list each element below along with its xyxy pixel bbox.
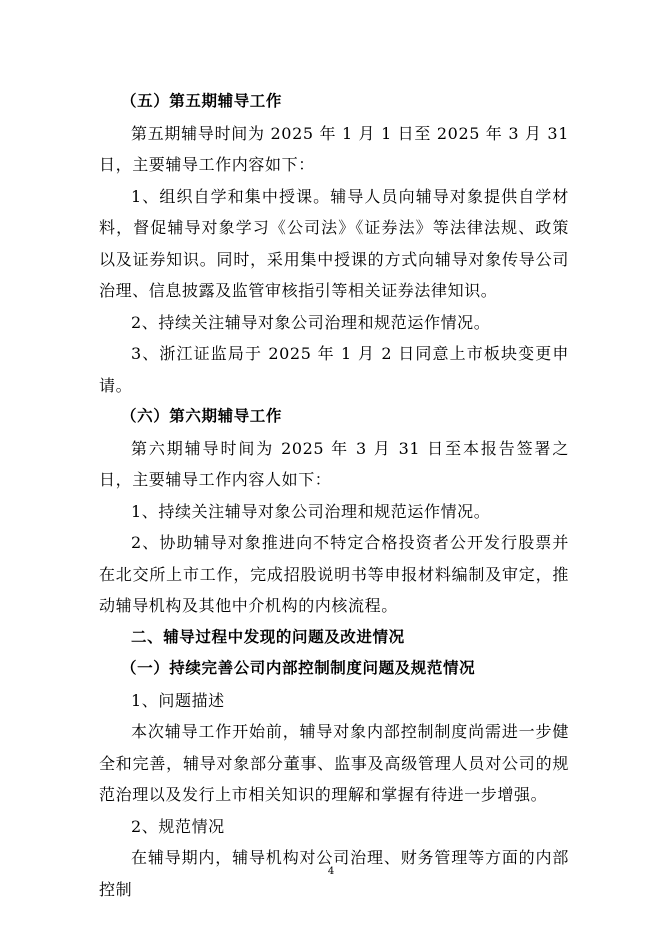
norm-label: 2、规范情况 [131, 816, 225, 836]
phase-5-intro: 第五期辅导时间为 2025 年 1 月 1 日至 2025 年 3 月 31 日，主要辅导工作内容如下： [99, 123, 569, 174]
page-body [99, 86, 569, 905]
phase-6-item-1: 1、持续关注辅导对象公司治理和规范运作情况。 [131, 501, 491, 521]
heading-phase-5: （五）第五期辅导工作 [121, 92, 283, 110]
section-heading-2: 二、辅导过程中发现的问题及改进情况 [131, 627, 405, 646]
phase-5-item-3: 3、浙江证监局于 2025 年 1 月 2 日同意上市板块变更申请。 [99, 344, 569, 395]
heading-phase-6: （六）第六期辅导工作 [121, 407, 283, 425]
problem-label: 1、问题描述 [131, 690, 225, 710]
phase-6-item-2: 2、协助辅导对象推进向不特定合格投资者公开发行股票并在北交所上市工作，完成招股说明书等申报材料编制及审定，推动辅导机构及其他中介机构的内核流程。 [99, 533, 569, 615]
norm-text: 在辅导期内，辅导机构对公司治理、财务管理等方面的内部控制 [99, 848, 569, 899]
phase-5-item-1: 1、组织自学和集中授课。辅导人员向辅导对象提供自学材料，督促辅导对象学习《公司法》《证券法》等法律法规、政策以及证券知识。同时，采用集中授课的方式向辅导对象传导公司治理、信息披露及监管审核指引等相关证券法律知识。 [99, 186, 569, 300]
subsection-heading-1: （一）持续完善公司内部控制制度问题及规范情况 [121, 659, 476, 677]
problem-text: 本次辅导工作开始前，辅导对象内部控制制度尚需进一步健全和完善，辅导对象部分董事、监事及高级管理人员对公司的规范治理以及发行上市相关知识的理解和掌握有待进一步增强。 [99, 722, 569, 804]
phase-6-intro: 第六期辅导时间为 2025 年 3 月 31 日至本报告签署之日，主要辅导工作内容人如下： [99, 438, 569, 489]
page-number: 4 [327, 866, 335, 877]
phase-5-item-2: 2、持续关注辅导对象公司治理和规范运作情况。 [131, 312, 491, 332]
